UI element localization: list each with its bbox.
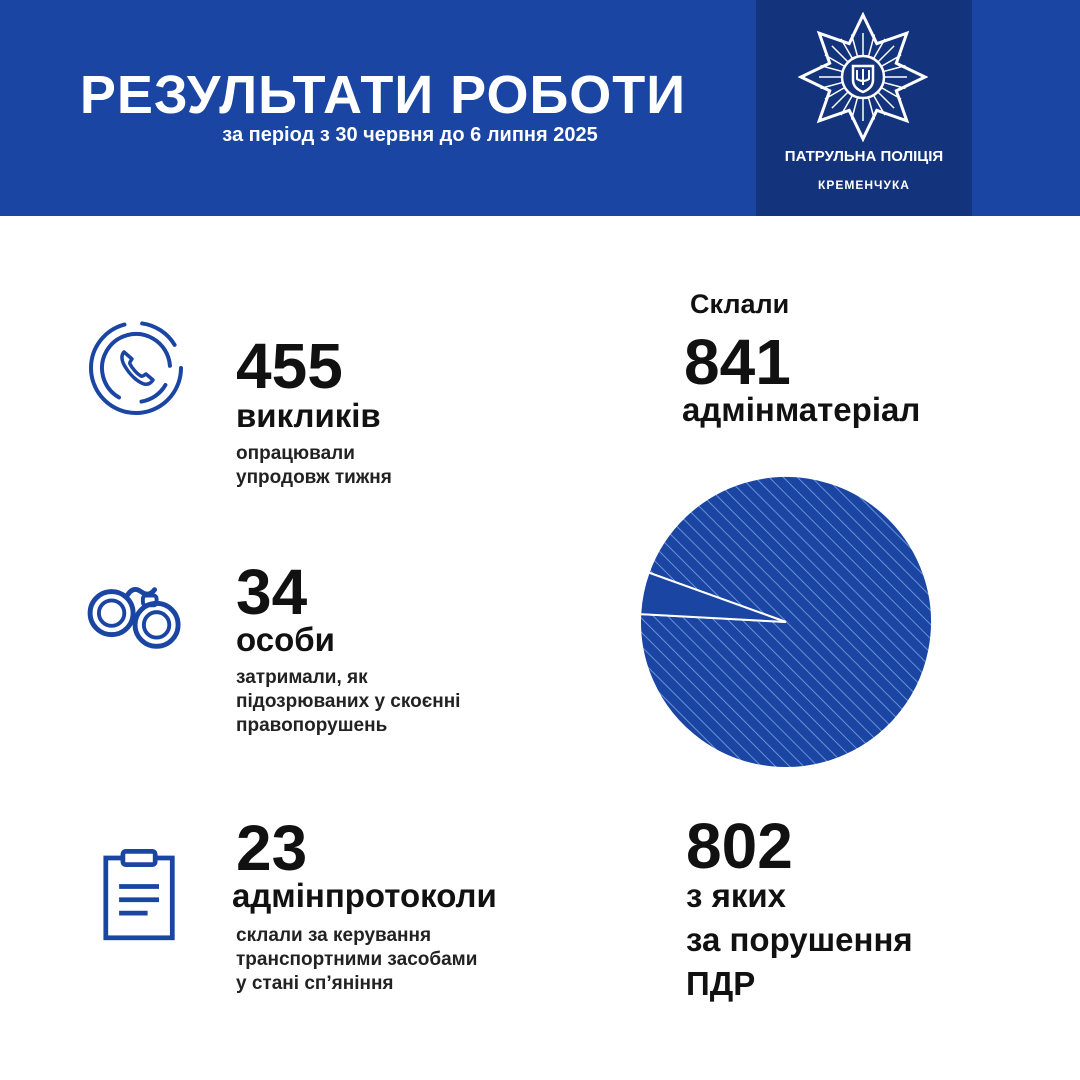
- admin-pie-chart: [636, 472, 936, 772]
- calls-label: викликів: [236, 397, 381, 434]
- star-ray: [884, 66, 905, 72]
- star-ray: [884, 83, 905, 89]
- star-ray: [852, 98, 858, 119]
- org-city: КРЕМЕНЧУКА: [818, 178, 910, 192]
- protocols-label: адмінпротоколи: [232, 877, 497, 914]
- star-ray: [869, 35, 875, 56]
- star-ray: [869, 98, 875, 119]
- description-line: опрацювали: [236, 443, 355, 464]
- star-ray: [852, 35, 858, 56]
- description-line: у стані сп’яніння: [236, 973, 394, 994]
- admin-part-line: за порушення: [686, 921, 913, 958]
- detained-description: [236, 666, 460, 738]
- org-name: ПАТРУЛЬНА ПОЛІЦІЯ: [784, 148, 944, 165]
- phone-icon: [86, 318, 186, 418]
- admin-total-number: 841: [684, 326, 791, 398]
- police-star-logo-icon: [798, 12, 928, 142]
- header-banner: [0, 0, 1080, 216]
- handcuffs-icon: [84, 574, 192, 662]
- admin-total-label: адмінматеріал: [682, 391, 921, 428]
- calls-description: [236, 442, 392, 490]
- description-line: транспортними засобами: [236, 949, 478, 970]
- admin-part-number: 802: [686, 810, 793, 882]
- star-ray: [832, 93, 848, 109]
- description-line: правопорушень: [236, 715, 388, 736]
- admin-part-line: з яких: [686, 877, 786, 914]
- description-line: затримали, як: [236, 667, 368, 688]
- description-line: підозрюваних у скоєнні: [236, 691, 461, 712]
- page-title: РЕЗУЛЬТАТИ РОБОТИ: [79, 65, 687, 125]
- star-ray: [879, 93, 895, 109]
- page-subtitle: за період з 30 червня до 6 липня 2025: [222, 124, 598, 146]
- admin-prefix: Склали: [690, 289, 790, 319]
- protocols-number: 23: [236, 812, 308, 884]
- calls-number: 455: [236, 330, 343, 402]
- detained-label: особи: [236, 621, 335, 658]
- star-ray: [832, 46, 848, 62]
- detained-number: 34: [236, 556, 308, 628]
- clipboard-icon: [102, 848, 178, 944]
- star-ray: [821, 66, 842, 72]
- description-line: склали за керування: [236, 925, 432, 946]
- description-line: упродовж тижня: [236, 467, 392, 488]
- star-ray: [821, 83, 842, 89]
- protocols-description: [236, 924, 477, 996]
- admin-part-line: ПДР: [686, 965, 756, 1002]
- star-ray: [879, 46, 895, 62]
